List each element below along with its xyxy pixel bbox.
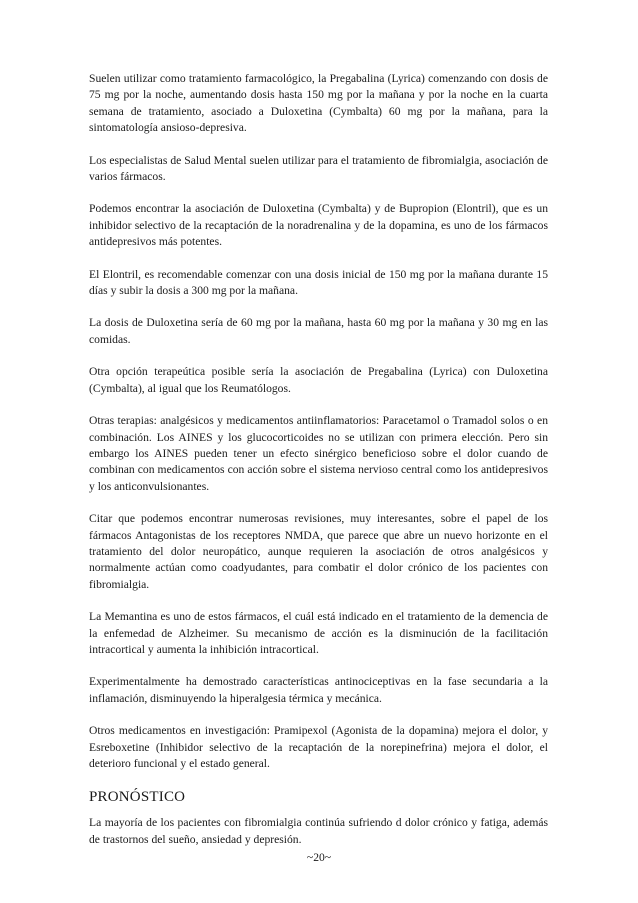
paragraph-elontril-dosage: El Elontril, es recomendable comenzar con una dosis inicial de 150 mg por la mañana durante 15 días y subir la dosis a 300 mg por la mañana.	[89, 267, 548, 298]
paragraph-therapeutic-option: Otra opción terapeútica posible sería la asociación de Pregabalina (Lyrica) con Duloxetina (Cymbalta), al igual que los Reumatólogos.	[89, 365, 548, 395]
paragraph-duloxetina-bupropion: Podemos encontrar la asociación de Duloxetina (Cymbalta) y de Bupropion (Elontril), que es un inhibidor selectivo de la recaptación de la noradrenalina y de la dopamina, es uno de los fármacos antidepresivos más potentes.	[89, 202, 548, 249]
paragraph-other-therapies: Otras terapias: analgésicos y medicamentos antiinflamatorios: Paracetamol o Tramadol solos o en combinación. Los AINES y los glucocorticoides no se utilizan con primera elección. Pero sin embargo los AINES pueden tener un efecto sinérgico beneficioso sobre el dolor cuando de combinan con medicamentos con acción sobre el sistema nervioso central como los antidepresivos y los anticonvulsionantes.	[89, 414, 548, 493]
page-number: ~20~	[306, 851, 332, 864]
paragraph-pregabalina-treatment: Suelen utilizar como tratamiento farmacológico, la Pregabalina (Lyrica) comenzando con dosis de 75 mg por la noche, aumentando dosis hasta 150 mg por la mañana y por la noche en la cuarta semana de tratamiento, asociado a Duloxetina (Cymbalta) 60 mg por la mañana, para la sintomatología ansioso-depresiva.	[89, 72, 548, 135]
paragraph-memantina: La Memantina es uno de estos fármacos, el cuál está indicado en el tratamiento de la demencia de la enfemedad de Alzheimer. Su mecanismo de acción es la disminución de la facilitación intracortical y aumenta la inhibición intracortical.	[89, 610, 548, 656]
paragraph-experimental-results: Experimentalmente ha demostrado características antinociceptivas en la fase secundaria a la inflamación, disminuyendo la hiperalgesia térmica y mecánica.	[89, 675, 548, 705]
paragraph-duloxetina-dosage: La dosis de Duloxetina sería de 60 mg por la mañana, hasta 60 mg por la mañana y 30 mg en las comidas.	[89, 316, 548, 346]
paragraph-prognosis: La mayoría de los pacientes con fibromialgia continúa sufriendo d dolor crónico y fatiga, además de trastornos del sueño, ansiedad y depresión.	[89, 816, 548, 846]
section-heading-pronostico: PRONÓSTICO	[89, 789, 186, 806]
page-body	[89, 71, 548, 864]
paragraph-research-drugs: Otros medicamentos en investigación: Pramipexol (Agonista de la dopamina) mejora el dolor, y Esreboxetine (Inhibidor selectivo de la recaptación de la norepinefrina) mejora el dolor, el deterioro funcional y el estado general.	[89, 724, 548, 770]
paragraph-mental-health-specialists: Los especialistas de Salud Mental suelen utilizar para el tratamiento de fibromialgia, asociación de varios fármacos.	[89, 153, 548, 184]
paragraph-nmda-antagonists: Citar que podemos encontrar numerosas revisiones, muy interesantes, sobre el papel de los fármacos Antagonistas de los receptores NMDA, que parece que abre un nuevo horizonte en el tratamiento del dolor neuropático, aunque requieren la asociación de otros analgésicos y normalmente actúan como coadyudantes, para combatir el dolor crónico de los pacientes con fibromialgia.	[89, 512, 548, 591]
